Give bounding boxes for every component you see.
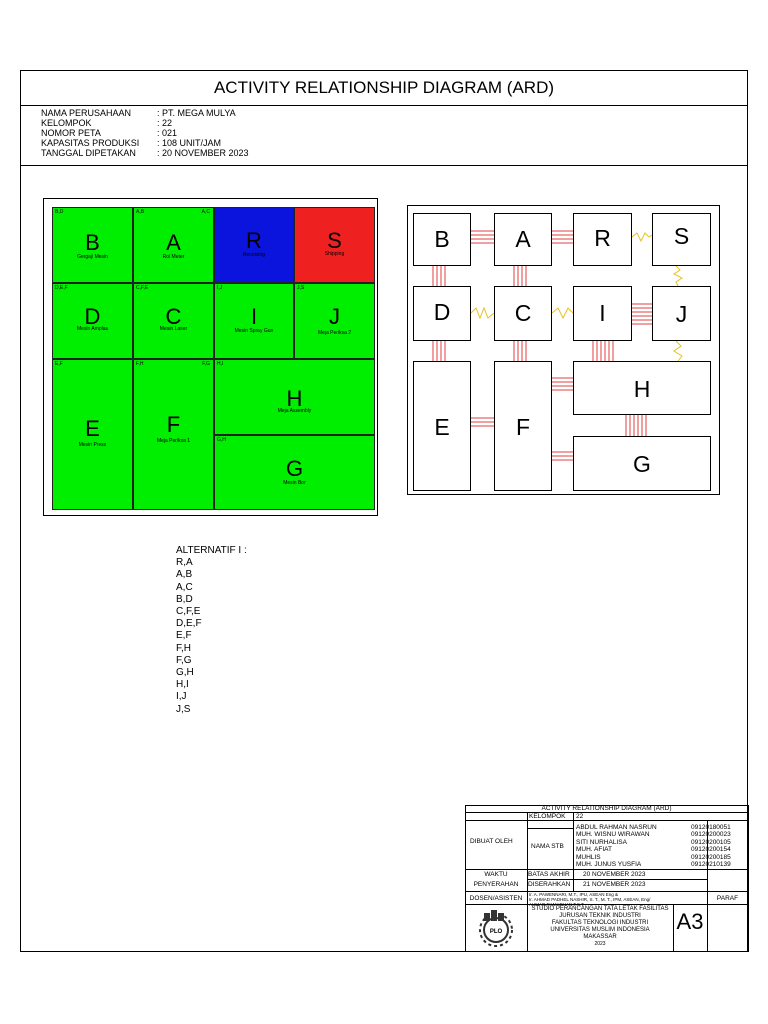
dept-J: J,S J Meja Periksa 2 <box>294 283 375 359</box>
dept-C: C,F,E C Mesin Laser <box>133 283 214 359</box>
tb-kelompok-value: 22 <box>576 813 584 820</box>
ard-node-E: E <box>413 361 471 491</box>
alternatif-pair: D,E,F <box>176 618 202 630</box>
company-info <box>20 106 748 166</box>
alternatif-heading: ALTERNATIF I : <box>176 545 247 556</box>
alternatif-pair: B,D <box>176 593 193 605</box>
info-row-kapasitas: KAPASITAS PRODUKSI : 108 UNIT/JAM <box>41 138 222 148</box>
alternatif-pair: E,F <box>176 630 192 642</box>
ard-node-G: G <box>573 436 711 491</box>
alternatif-pair: J,S <box>176 703 191 715</box>
tb-batas-value: 20 NOVEMBER 2023 <box>583 871 646 878</box>
dept-S: S Shipping <box>294 207 375 283</box>
ard-node-A: A <box>494 213 552 266</box>
ard-link-zigzag <box>552 308 573 318</box>
ard-diagram <box>407 205 720 495</box>
title-block: ACTIVITY RELATIONSHIP DIAGRAM (ARD) KELOMPOK 22 DIBUAT OLEH NAMA STB ABDUL RAHMAN NASRUN 09120180051 MUH. WISNU WIRAWAN 09120200023 SITI NURHALISA 09120200105 MUH. AFIAT 09120200154 MUHLIS 09120200185 MUH. JUNUS YUSFIA 09120210139 WAKTU PENYERAHAN BATAS AKHIR 20 NOVEMBER 2023 DISERAHKAN 21 NOVEMBER 2023 DOSEN/ASISTEN Ir. A. PAWENNARI, M.T., IPU, ASEAN Eng & Ir. AHMAD PADHEL NASHIR, S. T., M. T., IPM, ASEAN, Eng/ AHMAD RAMADHAN T.S.T PARAF STUDIO PERANCANGAN TATA LETAK FASILITAS JURUSAN TEKNIK INDUSTRI FAKULTAS TEKNOLOGI INDUSTRI UNIVERSITAS MUSLIM INDONESIA MAKASSAR 2023 A3 PLO <box>465 805 748 952</box>
dept-G: G,H G Mesin Bor <box>214 435 375 510</box>
alternatif-pair: F,G <box>176 654 192 666</box>
alternatif-pair: G,H <box>176 667 194 679</box>
ard-link-zigzag <box>674 266 682 286</box>
tb-dibuat-oleh: DIBUAT OLEH <box>470 838 513 845</box>
dept-E: E,F E Mesin Press <box>52 359 133 510</box>
dept-R: R Receiving <box>214 207 294 283</box>
tb-waktu: WAKTU <box>484 871 508 878</box>
tb-paraf: PARAF <box>716 895 739 902</box>
tb-diserahkan-label: DISERAHKAN <box>528 881 571 888</box>
dept-B: B,D B Gergaji Mesin <box>52 207 133 283</box>
ard-node-R: R <box>573 213 632 266</box>
ard-link-zigzag <box>471 308 494 318</box>
ard-link-zigzag <box>674 341 682 361</box>
tb-diserahkan-value: 21 NOVEMBER 2023 <box>583 881 646 888</box>
ard-node-S: S <box>652 213 711 266</box>
ard-node-F: F <box>494 361 552 491</box>
dept-A: A,B A,C A Rol Meter <box>133 207 214 283</box>
info-row-kelompok: KELOMPOK : 22 <box>41 118 173 128</box>
tb-batas-label: BATAS AKHIR <box>528 871 570 878</box>
alternatif-pair: H,I <box>176 679 189 691</box>
info-row-tanggal: TANGGAL DIPETAKAN : 20 NOVEMBER 2023 <box>41 148 249 158</box>
info-row-company: NAMA PERUSAHAAN : PT. MEGA MULYA <box>41 108 236 118</box>
dept-I: I,J I Mesin Spray Gun <box>214 283 294 359</box>
alternatif-pair: R,A <box>176 557 193 569</box>
ard-node-D: D <box>413 286 471 341</box>
info-row-nomor-peta: NOMOR PETA : 021 <box>41 128 178 138</box>
dept-H: H,I H Meja Assembly <box>214 359 375 435</box>
alternatif-pair: F,H <box>176 642 191 654</box>
ard-node-J: J <box>652 286 711 341</box>
tb-header: ACTIVITY RELATIONSHIP DIAGRAM (ARD) <box>541 805 672 812</box>
svg-text:PLO: PLO <box>489 929 503 935</box>
tb-dosen-label: DOSEN/ASISTEN <box>469 895 523 902</box>
tb-sheet-size: A3 <box>676 909 704 934</box>
ard-link-zigzag <box>632 233 652 241</box>
ard-node-H: H <box>573 361 711 415</box>
dept-F: F,H F,G F Meja Periksa 1 <box>133 359 214 510</box>
tb-penyerahan: PENYERAHAN <box>473 881 519 888</box>
alternatif-pair: A,C <box>176 581 193 593</box>
tb-nama-stb: NAMA STB <box>531 843 564 850</box>
ard-node-I: I <box>573 286 632 341</box>
alternatif-pair: A,B <box>176 569 193 581</box>
alternatif-pair: C,F,E <box>176 606 201 618</box>
block-layout <box>43 198 378 516</box>
alternatif-pair: I,J <box>176 691 187 703</box>
alternatif-list <box>176 545 247 716</box>
dept-D: D,E,F D Mesin Amplas <box>52 283 133 359</box>
ard-node-B: B <box>413 213 471 266</box>
gear-logo-icon <box>475 907 517 949</box>
ard-node-C: C <box>494 286 552 341</box>
tb-kelompok-label: KELOMPOK <box>529 813 566 820</box>
page-title: ACTIVITY RELATIONSHIP DIAGRAM (ARD) <box>20 70 748 106</box>
